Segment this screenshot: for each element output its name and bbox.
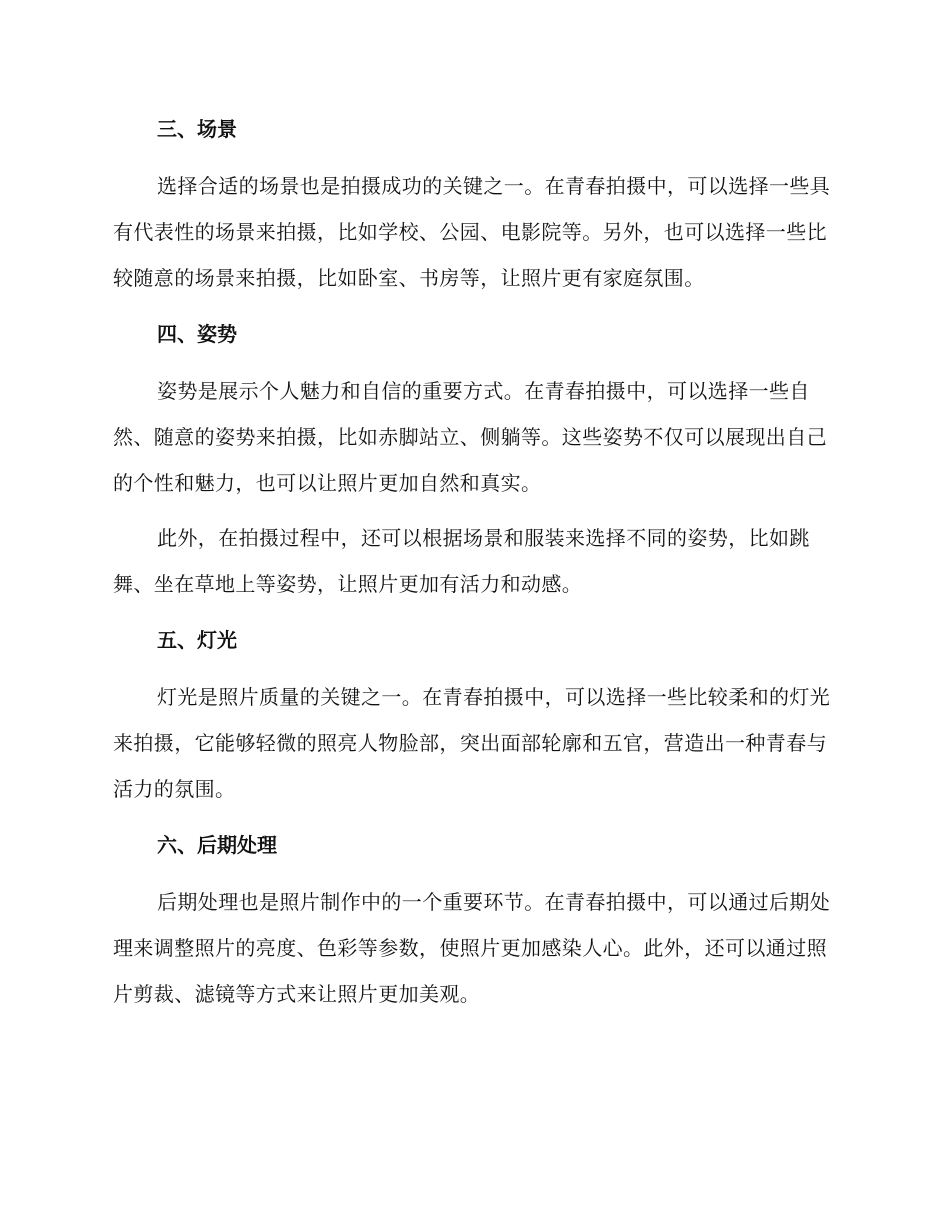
section-paragraph-pose-2: 此外，在拍摄过程中，还可以根据场景和服装来选择不同的姿势，比如跳舞、坐在草地上等姿势，让照片更加有活力和动感。 [113, 526, 810, 596]
section-heading-scene: 三、场景 [157, 117, 237, 141]
section-heading-lighting: 五、灯光 [157, 628, 237, 652]
section-heading-pose: 四、姿势 [157, 322, 237, 346]
section-paragraph-lighting: 灯光是照片质量的关键之一。在青春拍摄中，可以选择一些比较柔和的灯光来拍摄，它能够轻微的照亮人物脸部，突出面部轮廓和五官，营造出一种青春与活力的氛围。 [113, 685, 831, 801]
section-heading-post-processing: 六、后期处理 [157, 833, 277, 857]
section-paragraph-post-processing: 后期处理也是照片制作中的一个重要环节。在青春拍摄中，可以通过后期处理来调整照片的亮度、色彩等参数，使照片更加感染人心。此外，还可以通过照片剪裁、滤镜等方式来让照片更加美观。 [113, 890, 831, 1006]
section-paragraph-pose-1: 姿势是展示个人魅力和自信的重要方式。在青春拍摄中，可以选择一些自然、随意的姿势来拍摄，比如赤脚站立、侧躺等。这些姿势不仅可以展现出自己的个性和魅力，也可以让照片更加自然和真实。 [113, 379, 827, 495]
section-paragraph-scene: 选择合适的场景也是拍摄成功的关键之一。在青春拍摄中，可以选择一些具有代表性的场景来拍摄，比如学校、公园、电影院等。另外，也可以选择一些比较随意的场景来拍摄，比如卧室、书房等，让照片更有家庭氛围。 [113, 174, 831, 290]
